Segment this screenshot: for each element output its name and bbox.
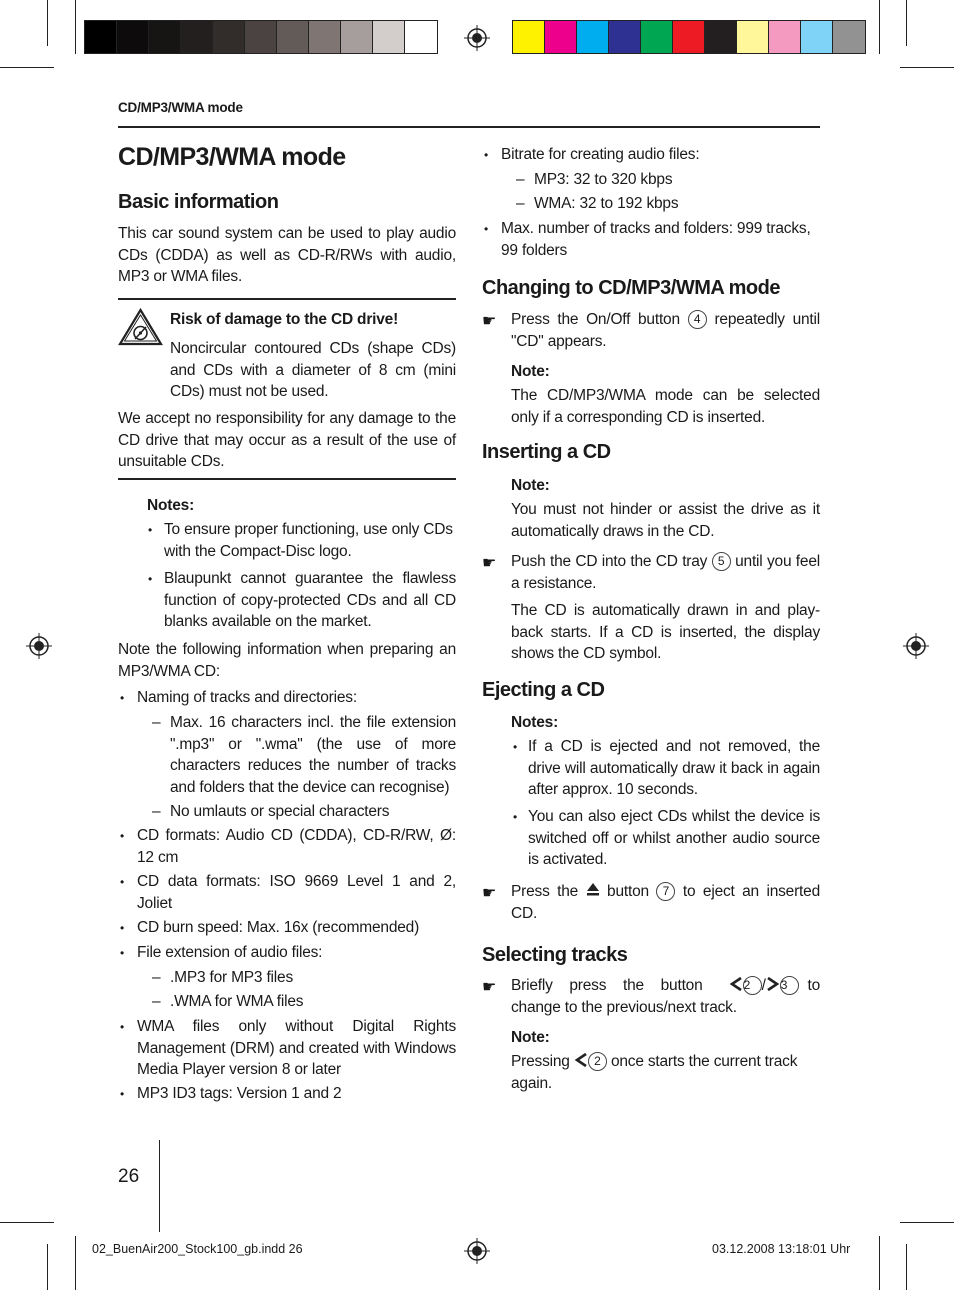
sub-list-item: No umlauts or special characters — [170, 803, 390, 820]
page-number-rule — [159, 1140, 160, 1232]
hand-pointer-icon: ☛ — [482, 313, 497, 330]
color-swatch — [85, 21, 117, 53]
note-label: Note: — [511, 477, 550, 494]
list-item: CD data formats: ISO 9669 Level 1 and 2, Joliet — [137, 873, 456, 912]
sub-list-item: MP3: 32 to 320 kbps — [534, 171, 673, 188]
page-title: CD/MP3/WMA mode — [118, 143, 346, 171]
changing-note: The CD/MP3/WMA mode can be selected only if a corresponding CD is inserted. — [511, 387, 820, 426]
color-swatch — [769, 21, 801, 53]
dash: – — [516, 195, 525, 212]
note-label: Note: — [511, 1029, 550, 1046]
notes-label: Notes: — [147, 497, 195, 514]
color-swatch — [737, 21, 769, 53]
selecting-step: Briefly press the button 2 / 3 to change to the previous/next track. — [511, 977, 821, 1016]
color-swatch — [405, 21, 437, 53]
color-swatch — [309, 21, 341, 53]
ejecting-heading: Ejecting a CD — [482, 679, 605, 701]
list-item: MP3 ID3 tags: Version 1 and 2 — [137, 1085, 342, 1102]
arrow-left-icon — [574, 1052, 588, 1068]
note-item: You can also eject CDs whilst the device is switched off or whilst another audio source is activated. — [528, 808, 820, 868]
button-number-badge: 5 — [712, 552, 731, 571]
dash: – — [152, 803, 161, 820]
bullet: • — [120, 946, 125, 960]
warning-bottom-rule — [118, 478, 456, 480]
inserting-heading: Inserting a CD — [482, 441, 611, 463]
footer-file-info: 02_BuenAir200_Stock100_gb.indd 26 — [92, 1242, 303, 1256]
color-swatch — [801, 21, 833, 53]
note-item: Blaupunkt cannot guarantee the flawless function of copy-protected CDs and all CD blanks available on the market. — [164, 570, 456, 630]
disclaimer-text: We accept no responsibility for any damage to the CD drive that may occur as a result of the use of unsuitable CDs. — [118, 410, 456, 470]
color-swatch — [577, 21, 609, 53]
color-swatch — [277, 21, 309, 53]
color-swatch — [149, 21, 181, 53]
registration-mark-icon — [26, 633, 52, 659]
dash: – — [152, 714, 161, 731]
hand-pointer-icon: ☛ — [482, 885, 497, 902]
color-swatch — [213, 21, 245, 53]
color-swatch — [609, 21, 641, 53]
gray-color-bar — [84, 20, 438, 54]
bullet: • — [148, 523, 153, 537]
bullet: • — [484, 222, 489, 236]
note-label: Note: — [511, 363, 550, 380]
warning-triangle-icon — [118, 308, 163, 346]
button-number-badge: 2 — [588, 1052, 607, 1071]
warning-text: Noncircular contoured CDs (shape CDs) and CDs with a diameter of 8 cm (mini CDs) must not be used. — [170, 340, 456, 400]
color-swatch — [641, 21, 673, 53]
basic-info-heading: Basic information — [118, 191, 279, 213]
arrow-left-icon — [729, 976, 743, 992]
bullet: • — [484, 148, 489, 162]
warning-title: Risk of damage to the CD drive! — [170, 311, 399, 328]
bullet: • — [513, 810, 518, 824]
changing-step: Press the On/Off button 4 repeatedly until "CD" appears. — [511, 311, 821, 350]
button-number-badge: 7 — [656, 882, 675, 901]
bullet: • — [120, 1020, 125, 1034]
note-item: To ensure proper functioning, use only CDs with the Compact-Disc logo. — [164, 521, 453, 560]
color-swatch — [117, 21, 149, 53]
sub-list-item: .WMA for WMA files — [170, 993, 304, 1010]
prep-intro: Note the following information when preparing an MP3/WMA CD: — [118, 641, 456, 680]
dash: – — [152, 993, 161, 1010]
color-swatch — [373, 21, 405, 53]
basic-info-intro: This car sound system can be used to play audio CDs (CDDA) as well as CD-R/RWs with audio, MP3 or WMA files. — [118, 225, 456, 285]
warning-top-rule — [118, 298, 456, 300]
list-item: File extension of audio files: — [137, 944, 323, 961]
selecting-note: Pressing 2 once starts the current track again. — [511, 1053, 798, 1092]
inserting-note: You must not hinder or assist the drive as it automatically draws in the CD. — [511, 501, 820, 540]
color-swatch — [181, 21, 213, 53]
color-swatch — [245, 21, 277, 53]
button-number-badge: 3 — [780, 976, 799, 995]
color-swatch — [545, 21, 577, 53]
color-swatch — [833, 21, 865, 53]
sub-list-item: .MP3 for MP3 files — [170, 969, 294, 986]
dash: – — [152, 969, 161, 986]
registration-mark-icon — [903, 633, 929, 659]
color-swatch — [513, 21, 545, 53]
arrow-right-icon — [766, 976, 780, 992]
eject-icon — [586, 882, 600, 897]
list-item: CD burn speed: Max. 16x (recommended) — [137, 919, 420, 936]
list-item: Bitrate for creating audio files: — [501, 146, 700, 163]
process-color-bar — [512, 20, 866, 54]
list-item: Max. number of tracks and folders: 999 tracks, 99 folders — [501, 220, 811, 259]
registration-mark-icon — [464, 1238, 490, 1264]
registration-mark-icon — [464, 25, 490, 51]
list-item: CD formats: Audio CD (CDDA), CD-R/RW, Ø: 12 cm — [137, 827, 456, 866]
bullet: • — [513, 740, 518, 754]
button-number-badge: 4 — [688, 310, 707, 329]
bullet: • — [120, 691, 125, 705]
changing-heading: Changing to CD/MP3/WMA mode — [482, 277, 780, 299]
footer-timestamp: 03.12.2008 13:18:01 Uhr — [712, 1242, 851, 1256]
color-swatch — [673, 21, 705, 53]
page-number: 26 — [118, 1166, 140, 1187]
hand-pointer-icon: ☛ — [482, 979, 497, 996]
header-rule — [118, 126, 820, 128]
hand-pointer-icon: ☛ — [482, 555, 497, 572]
note-item: If a CD is ejected and not removed, the drive will automatically draw it back in again after approx. 10 seconds. — [528, 738, 820, 798]
inserting-result: The CD is automatically drawn in and play-back starts. If a CD is inserted, the display shows the CD symbol. — [511, 602, 820, 662]
bullet: • — [120, 1087, 125, 1101]
ejecting-step: Press the button 7 to eject an inserted CD. — [511, 883, 820, 922]
button-number-badge: 2 — [743, 976, 762, 995]
selecting-heading: Selecting tracks — [482, 944, 628, 966]
bullet: • — [120, 875, 125, 889]
notes-label: Notes: — [511, 714, 559, 731]
color-swatch — [341, 21, 373, 53]
sub-list-item: WMA: 32 to 192 kbps — [534, 195, 679, 212]
list-item: Naming of tracks and directories: — [137, 689, 357, 706]
dash: – — [516, 171, 525, 188]
list-item: WMA files only without Digital Rights Management (DRM) and created with Windows Media Player version 8 or later — [137, 1018, 456, 1078]
bullet: • — [120, 921, 125, 935]
bullet: • — [120, 829, 125, 843]
color-swatch — [705, 21, 737, 53]
running-head: CD/MP3/WMA mode — [118, 100, 243, 115]
sub-list-item: Max. 16 characters incl. the file extension ".mp3" or ".wma" (the use of more characters reduces the number of tracks and folders that the device can recognise) — [170, 714, 456, 796]
bullet: • — [148, 572, 153, 586]
inserting-step: Push the CD into the CD tray 5 until you feel a resistance. — [511, 553, 820, 592]
